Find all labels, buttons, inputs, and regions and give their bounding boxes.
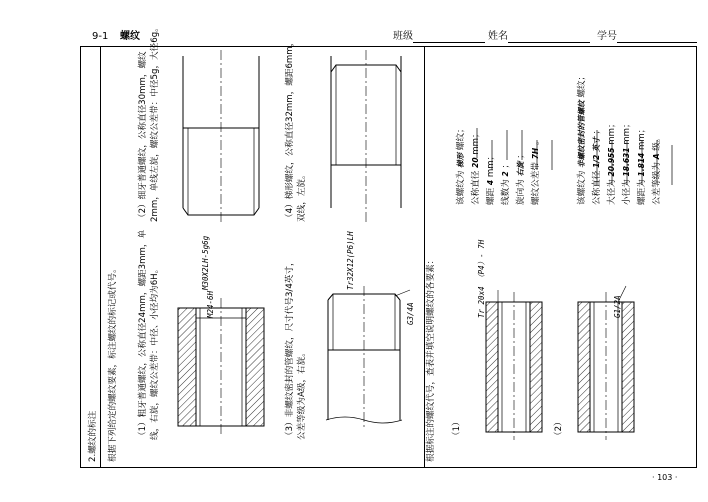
t1-row-2: 公称直径 20 mm； (471, 129, 481, 205)
question-2-code: G1/2A (613, 295, 622, 318)
t2-row-4: 小径为 18.631 mm； (622, 119, 632, 205)
problem-1-line-2: 线，右旋，螺纹公差带：中径、小径均为6H。 (150, 264, 160, 440)
problem-3-answer[interactable]: G3/4A (406, 302, 415, 325)
t1-row-1: 该螺纹为 梯形 螺纹； (456, 124, 466, 205)
instruction-2: 根据标注的螺纹代号，查表并填空说明螺纹的各要素： (426, 255, 436, 462)
question-1-code: Tr 20x4 （P4）- 7H (477, 239, 486, 318)
problem-2-line-2: 2mm，单线左旋，螺纹公差带：中径5g，大径6g。 (150, 23, 160, 222)
drawing-pipe-thread-q2 (578, 286, 634, 440)
name-label: 姓名 (488, 31, 508, 42)
sidebar-section-title: 2.螺纹的标注 (88, 410, 98, 462)
class-label: 班级 (393, 31, 413, 42)
t2-row-6: 公差等级为 A 级。 (652, 133, 662, 205)
section-title: 螺纹 (120, 31, 140, 42)
t1-row-4: 线数为 2 ； (501, 159, 511, 205)
t2-row-1: 该螺纹为 非螺纹密封的管螺纹 螺纹； (577, 71, 587, 205)
problem-4-line-2: 双线，左旋。 (297, 170, 307, 222)
drawing-internal-thread-q1 (486, 290, 542, 440)
problem-4-answer[interactable]: Tr32X12(P6)LH (346, 231, 355, 290)
problem-3-line-2: 公差等级为A级，右旋。 (297, 348, 307, 440)
id-label: 学号 (597, 31, 617, 42)
problem-2-line-1: （2）细牙普通螺纹，公称直径30mm，螺纹 (138, 51, 148, 222)
question-1-label: （1） (452, 417, 462, 440)
instruction-1: 根据下列给定的螺纹要素，标注螺纹的标记或代号。 (108, 264, 118, 462)
question-2-label: （2） (554, 417, 564, 440)
drawing-internal-thread-1 (178, 298, 264, 434)
t2-row-5: 螺距为 1.814 mm； (637, 124, 647, 205)
drawing-trapezoidal-thread-4 (331, 50, 401, 222)
t1-row-5: 旋向为 右旋 ； (516, 150, 526, 205)
drawing-pipe-thread-3 (326, 286, 410, 428)
problem-3-line-1: （3）非螺纹密封的管螺纹，尺寸代号3/4英寸， (285, 257, 295, 440)
t2-row-2: 公称直径 1/2 英寸 ； (592, 125, 602, 205)
problem-2-answer[interactable]: M30X2LH-5g6g (201, 235, 210, 290)
problem-1-answer[interactable]: M24-6H (206, 290, 215, 318)
t1-row-3: 螺距 4 mm； (486, 151, 496, 205)
t2-row-3: 大径为 20.955 mm； (607, 119, 617, 205)
drawing-external-thread-2 (183, 50, 259, 222)
page-number: · 103 · (652, 473, 678, 482)
problem-1-line-1: （1）粗牙普通螺纹，公称直径24mm，螺距3mm，单 (138, 229, 148, 440)
t1-row-6: 螺纹公差带 7H 。 (531, 136, 541, 205)
problem-4-line-1: （4）梯形螺纹，公称直径32mm，螺距6mm， (285, 37, 295, 222)
section-number: 9-1 (92, 31, 109, 42)
